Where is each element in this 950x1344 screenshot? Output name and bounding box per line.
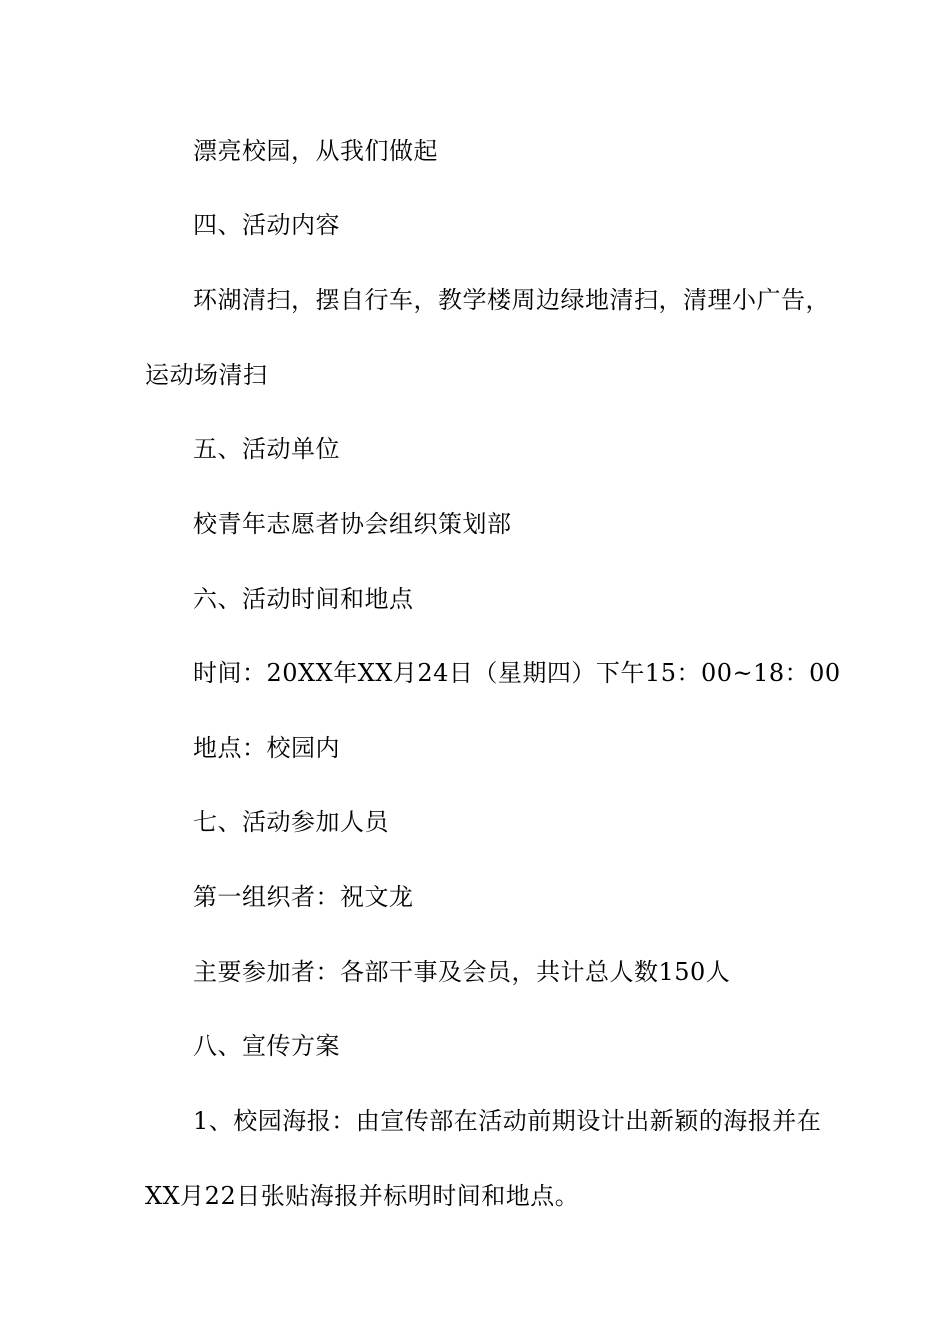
heading-participants: 七、活动参加人员 <box>193 808 389 836</box>
paragraph-time: 时间：20XX年XX月24日（星期四）下午15：00~18：00 <box>193 659 841 687</box>
heading-activity-unit: 五、活动单位 <box>193 435 340 463</box>
paragraph-first-organizer: 第一组织者：祝文龙 <box>193 883 414 911</box>
heading-time-place: 六、活动时间和地点 <box>193 585 414 613</box>
paragraph-activity-content-cont: 运动场清扫 <box>145 361 268 389</box>
heading-publicity-plan: 八、宣传方案 <box>193 1032 340 1060</box>
paragraph-main-participants: 主要参加者：各部干事及会员，共计总人数150人 <box>193 958 731 986</box>
paragraph-poster: 1、校园海报：由宣传部在活动前期设计出新颖的海报并在 <box>193 1107 822 1135</box>
paragraph-activity-unit: 校青年志愿者协会组织策划部 <box>193 510 512 538</box>
paragraph-slogan: 漂亮校园，从我们做起 <box>193 137 438 165</box>
paragraph-place: 地点：校园内 <box>193 734 340 762</box>
heading-activity-content: 四、活动内容 <box>193 211 340 239</box>
paragraph-poster-cont: XX月22日张贴海报并标明时间和地点。 <box>145 1182 580 1210</box>
paragraph-activity-content: 环湖清扫，摆自行车，教学楼周边绿地清扫，清理小广告， <box>193 286 830 314</box>
